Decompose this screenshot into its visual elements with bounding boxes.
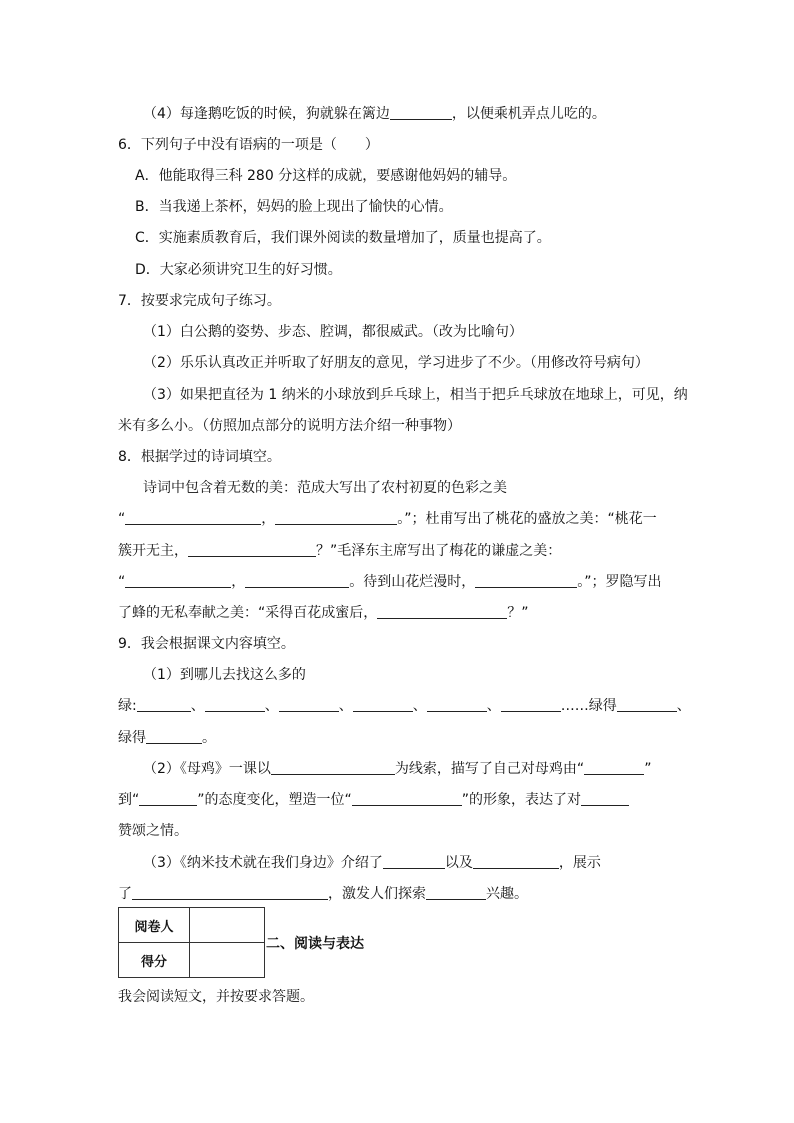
q8-line3: “ ， 。待到山花烂漫时， 。”；罗隐写出: [118, 574, 662, 590]
q6-option-c: C．实施素质教育后，我们课外阅读的数量增加了，质量也提高了。: [135, 230, 551, 246]
q9-item1: （1）到哪儿去找这么多的: [143, 667, 306, 683]
q5-item4: （4）每逢鹅吃饭的时候，狗就躲在篱边 ，以便乘机弄点儿吃的。: [143, 106, 606, 122]
q7-item3-line2: 米有多么小。（仿照加点部分的说明方法介绍一种事物）: [118, 418, 461, 434]
q9-item1-end: 绿得 。: [118, 730, 216, 746]
q8-intro: 诗词中包含着无数的美：范成大写出了农村初夏的色彩之美: [143, 480, 507, 496]
section-instruction: 我会阅读短文，并按要求答题。: [118, 989, 314, 1005]
q9-item3-line2: 了 ，激发人们探索 兴趣。: [118, 886, 528, 902]
q6-option-d: D．大家必须讲究卫生的好习惯。: [135, 262, 342, 278]
q7-item3-line1: （3）如果把直径为 1 纳米的小球放到乒乓球上，相当于把乒乓球放在地球上，可见，纳: [143, 387, 688, 403]
q8-line1: “ ， 。”；杜甫写出了桃花的盛放之美：“桃花一: [118, 511, 657, 527]
q9-item3-line1: （3）《纳米技术就在我们身边》介绍了 以及 ，展示: [143, 855, 601, 871]
reviewer-cell[interactable]: [190, 908, 265, 943]
q6-option-b: B．当我递上茶杯，妈妈的脸上现出了愉快的心情。: [135, 199, 453, 215]
q7-item2: （2）乐乐认真改正并听取了好朋友的意见，学习进步了不少。（用修改符号病句）: [143, 355, 649, 371]
q6-stem: 6．下列句子中没有语病的一项是（ ）: [118, 137, 379, 153]
q8-line4: 了蜂的无私奉献之美：“采得百花成蜜后， ？”: [118, 605, 529, 621]
q9-stem: 9．我会根据课文内容填空。: [118, 636, 295, 652]
q7-item1: （1）白公鹅的姿势、步态、腔调，都很威武。（改为比喻句）: [143, 324, 523, 340]
score-label: 得分: [119, 943, 190, 978]
q9-item1-blanks: 绿: 、 、 、 、 、 ……绿得 、: [118, 698, 691, 714]
q6-option-a: A．他能取得三科 280 分这样的成就，要感谢他妈妈的辅导。: [135, 168, 517, 184]
score-table: [118, 907, 265, 978]
q7-stem: 7．按要求完成句子练习。: [118, 293, 281, 309]
q8-line2: 簇开无主， ？”毛泽东主席写出了梅花的谦虚之美：: [118, 543, 562, 559]
q8-stem: 8．根据学过的诗词填空。: [118, 449, 281, 465]
reviewer-label: 阅卷人: [119, 908, 190, 943]
section-heading: 二、阅读与表达: [266, 936, 364, 952]
q9-item2-line1: （2）《母鸡》一课以 为线索，描写了自己对母鸡由“ ”: [143, 761, 652, 777]
score-cell[interactable]: [190, 943, 265, 978]
q9-item2-line2: 到“ ”的态度变化，塑造一位“ ”的形象，表达了对: [118, 791, 629, 809]
q9-item2-line3: 赞颂之情。: [118, 823, 188, 839]
